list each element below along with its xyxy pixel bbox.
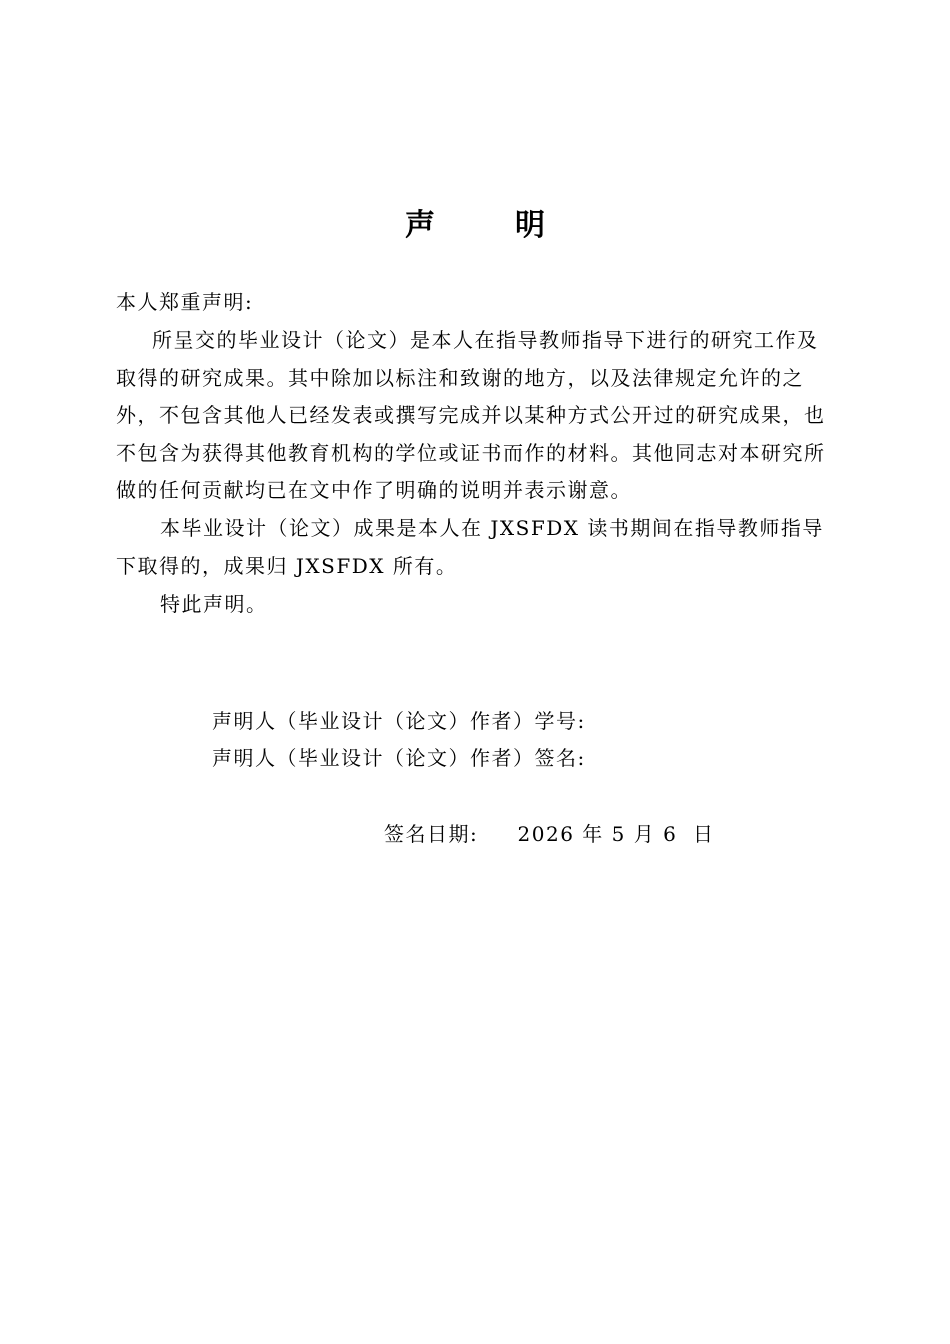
intro-line: 本人郑重声明: (116, 290, 254, 314)
date-label: 签名日期: (384, 822, 479, 846)
title-char-right: 明 (515, 208, 545, 243)
rights-paragraph: 本毕业设计（论文）成果是本人在 JXSFDX 读书期间在指导教师指导下取得的，成果归 JXSFDX 所有。 (116, 516, 824, 578)
declaration-paragraph: 所呈交的毕业设计（论文）是本人在指导教师指导下进行的研究工作及取得的研究成果。其中除加以标注和致谢的地方，以及法律规定允许的之外，不包含其他人已经发表或撰写完成并以某种方式公开过的研究成果，也不包含为获得其他教育机构的学位或证书而作的材料。其他同志对本研究所做的任何贡献均已在文中作了明确的说明并表示谢意。 (116, 328, 826, 502)
date-value: 2026 年 5 月 6 日 (517, 822, 715, 846)
signature-label: 声明人（毕业设计（论文）作者）签名: (212, 746, 586, 770)
title-char-left: 声 (405, 208, 435, 243)
special-statement: 特此声明。 (160, 592, 268, 616)
page-title (0, 200, 950, 244)
signature-date (384, 816, 715, 853)
student-id-label: 声明人（毕业设计（论文）作者）学号: (212, 709, 586, 733)
